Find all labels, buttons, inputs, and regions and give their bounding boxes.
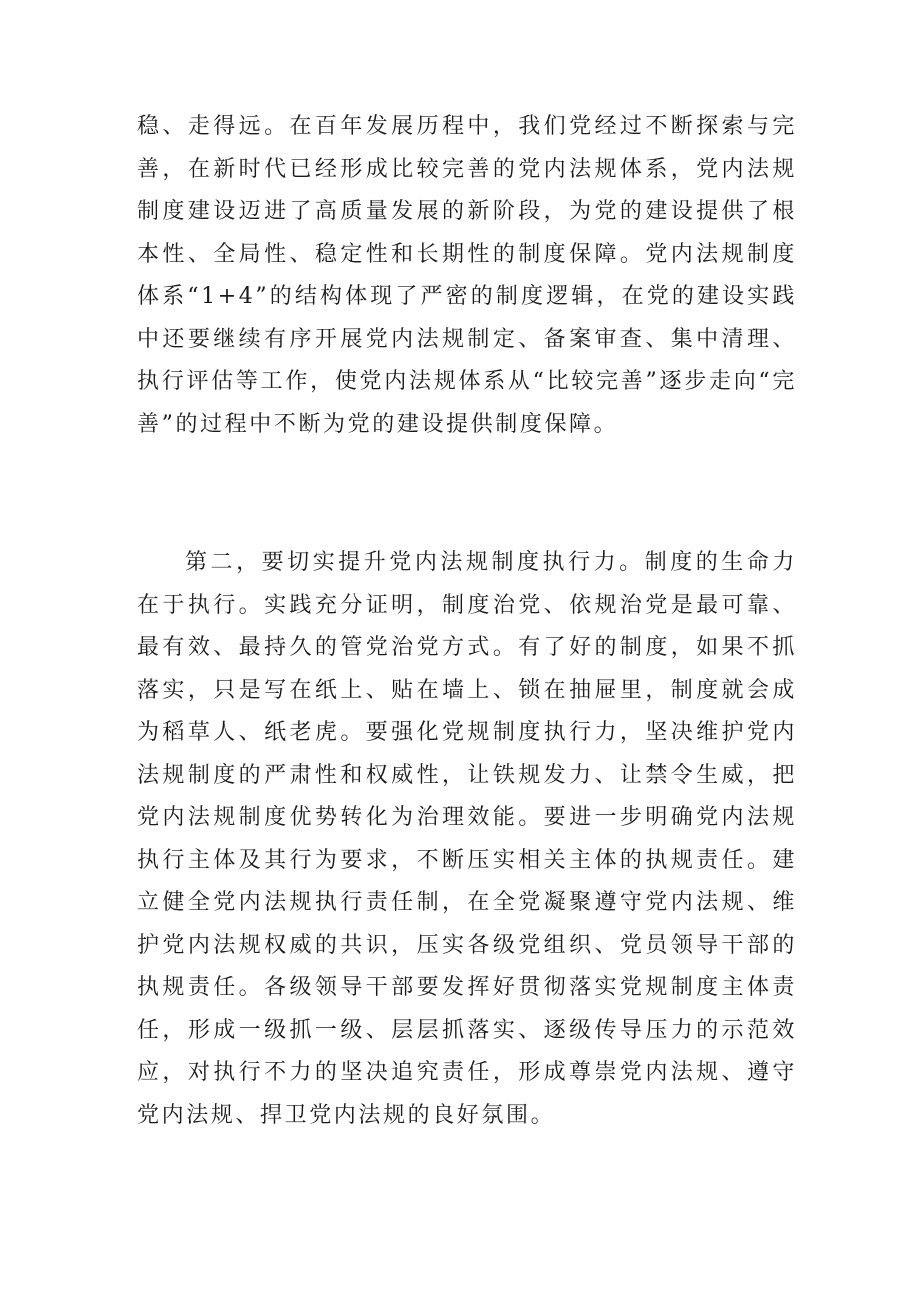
paragraph-second-point: 第二，要切实提升党内法规制度执行力。制度的生命力在于执行。实践充分证明，制度治党、依规治党是最可靠、最有效、最持久的管党治党方式。有了好的制度，如果不抓落实，只是写在纸上、贴在墙上、锁在抽屉里，制度就会成为稻草人、纸老虎。要强化党规制度执行力，坚决维护党内法规制度的严肃性和权威性，让铁规发力、让禁令生威，把党内法规制度优势转化为治理效能。要进一步明确党内法规执行主体及其行为要求，不断压实相关主体的执规责任。建立健全党内法规执行责任制，在全党凝聚遵守党内法规、维护党内法规权威的共识，压实各级党组织、党员领导干部的执规责任。各级领导干部要发挥好贯彻落实党规制度主体责任，形成一级抓一级、层层抓落实、逐级传导压力的示范效应，对执行不力的坚决追究责任，形成尊崇党内法规、遵守党内法规、捍卫党内法规的良好氛围。 [137, 550, 797, 1128]
paragraph-continuation: 稳、走得远。在百年发展历程中，我们党经过不断探索与完善，在新时代已经形成比较完善的党内法规体系，党内法规制度建设迈进了高质量发展的新阶段，为党的建设提供了根本性、全局性、稳定性和长期性的制度保障。党内法规制度体系“1+4”的结构体现了严密的制度逻辑，在党的建设实践中还要继续有序开展党内法规制定、备案审查、集中清理、执行评估等工作，使党内法规体系从“比较完善”逐步走向“完善”的过程中不断为党的建设提供制度保障。 [137, 114, 797, 437]
